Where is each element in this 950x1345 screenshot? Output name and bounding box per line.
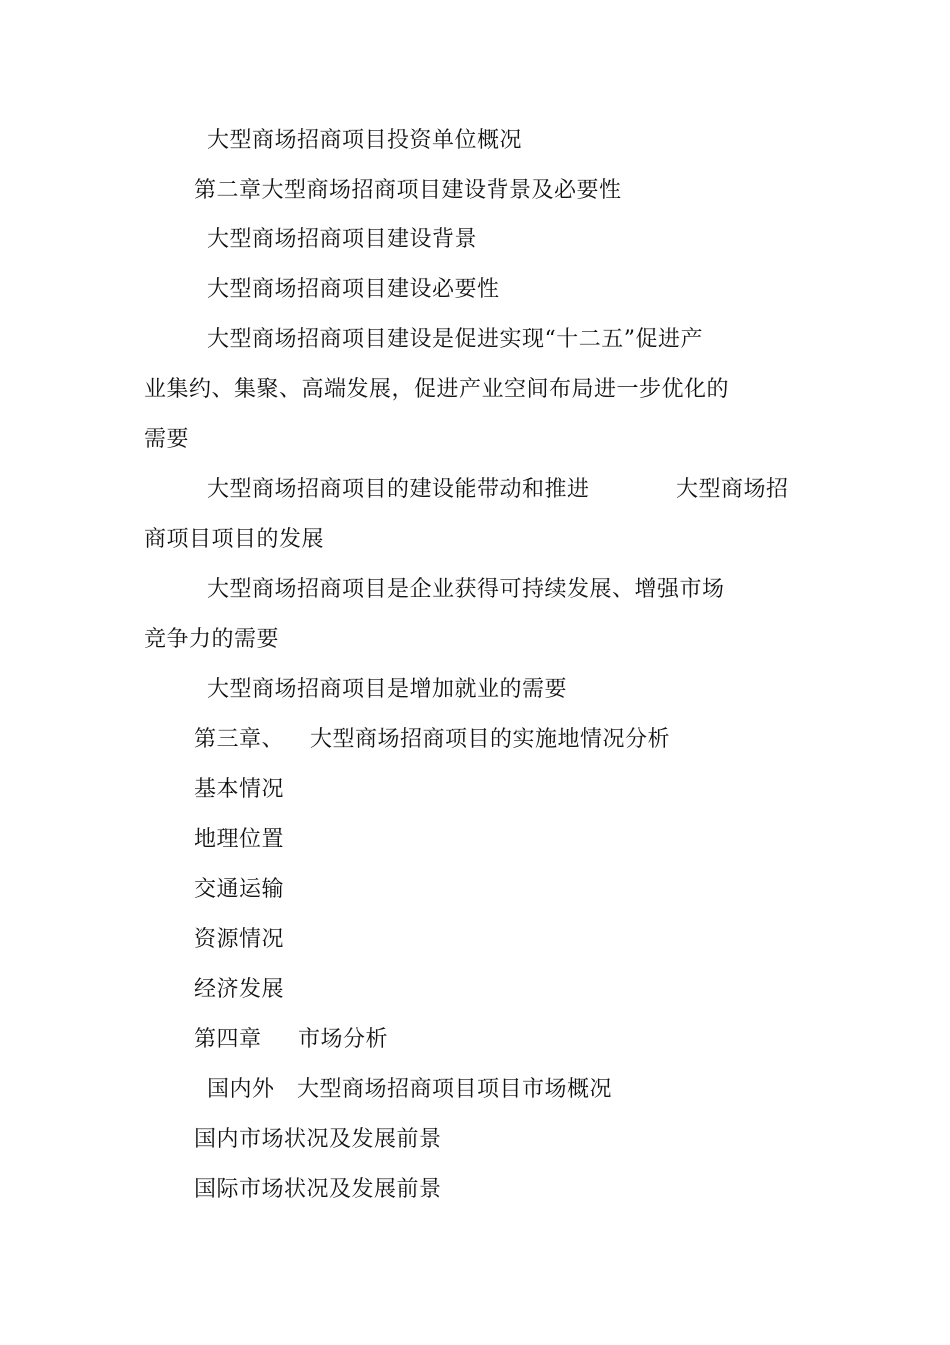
toc-entry-construction-background: 大型商场招商项目建设背景 — [207, 227, 478, 252]
paragraph-2-line-1a: 大型商场招商项目的建设能带动和推进 — [207, 477, 590, 502]
paragraph-line-1: 大型商场招商项目建设是促进实现“十二五”促进产 — [207, 327, 703, 352]
toc-entry-international-market: 国际市场状况及发展前景 — [194, 1177, 442, 1202]
paragraph-2-line-2: 商项目项目的发展 — [144, 527, 325, 552]
paragraph-2-line-1b: 大型商场招 — [676, 477, 789, 502]
toc-entry-employment: 大型商场招商项目是增加就业的需要 — [207, 677, 568, 702]
toc-chapter-4-label: 第四章 — [194, 1027, 262, 1052]
toc-entry-economic-development: 经济发展 — [194, 977, 285, 1002]
toc-entry-market-overview: 大型商场招商项目项目市场概况 — [297, 1077, 613, 1102]
paragraph-line-2: 业集约、集聚、高端发展，促进产业空间布局进一步优化的 — [144, 377, 730, 402]
toc-chapter-2-heading: 第二章大型商场招商项目建设背景及必要性 — [194, 178, 622, 203]
toc-chapter-3-title: 大型商场招商项目的实施地情况分析 — [310, 727, 671, 752]
toc-entry-investor-overview: 大型商场招商项目投资单位概况 — [207, 128, 523, 153]
toc-entry-basic-situation: 基本情况 — [194, 777, 285, 802]
toc-entry-domestic-foreign-label: 国内外 — [207, 1077, 275, 1102]
paragraph-3-line-2: 竞争力的需要 — [144, 627, 280, 652]
toc-entry-resources: 资源情况 — [194, 927, 285, 952]
toc-chapter-3-label: 第三章、 — [194, 727, 285, 752]
toc-entry-construction-necessity: 大型商场招商项目建设必要性 — [207, 277, 500, 302]
toc-entry-geographic-location: 地理位置 — [194, 827, 285, 852]
paragraph-line-3: 需要 — [144, 427, 190, 452]
toc-entry-transportation: 交通运输 — [194, 877, 285, 902]
paragraph-3-line-1: 大型商场招商项目是企业获得可持续发展、增强市场 — [207, 577, 725, 602]
toc-entry-domestic-market: 国内市场状况及发展前景 — [194, 1127, 442, 1152]
toc-chapter-4-title: 市场分析 — [298, 1027, 389, 1052]
